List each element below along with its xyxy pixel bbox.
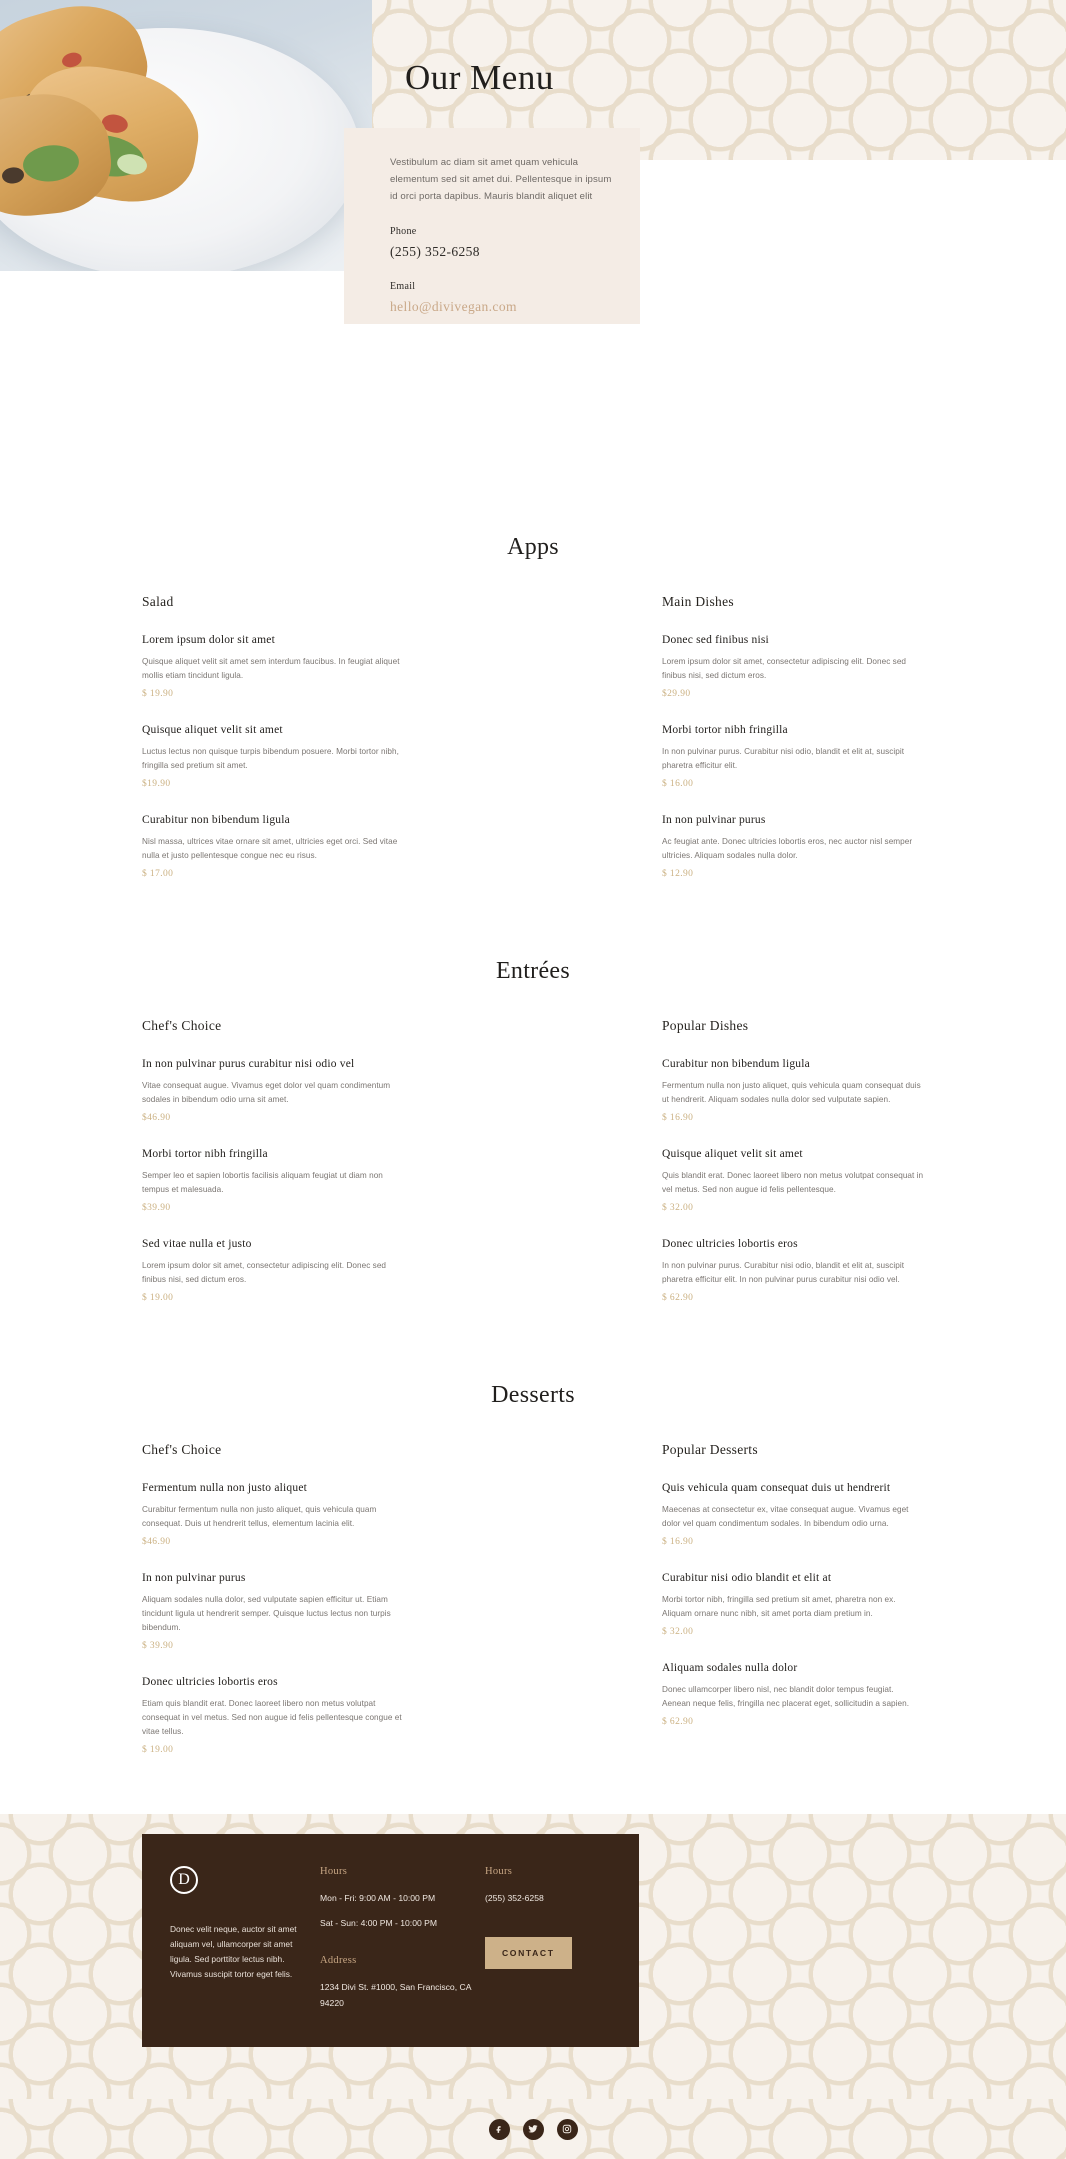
menu-item-description: Morbi tortor nibh, fringilla sed pretium sit amet, pharetra non ex. Aliquam ornare nunc nibh, sit amet porta diam pretium in.	[662, 1595, 896, 1618]
menu-item-price: $ 12.90	[662, 869, 694, 879]
menu-item-description: In non pulvinar purus. Curabitur nisi odio, blandit et elit at, suscipit pharetra efficitur elit.	[662, 747, 905, 770]
menu-item-price: $46.90	[142, 1537, 171, 1547]
logo-letter: D	[178, 1871, 190, 1888]
footer-contact-label: Hours	[485, 1866, 513, 1877]
menu-item	[662, 1572, 924, 1637]
menu-column	[142, 594, 404, 904]
menu-item-name: Curabitur nisi odio blandit et elit at	[662, 1572, 832, 1584]
menu-item-description: Lorem ipsum dolor sit amet, consectetur adipiscing elit. Donec sed finibus nisi, sed dictum eros.	[142, 1261, 387, 1284]
menu-item	[662, 1238, 924, 1303]
menu-item-price: $29.90	[662, 689, 691, 699]
email-label: Email	[390, 281, 416, 292]
menu-item-name: Aliquam sodales nulla dolor	[662, 1662, 798, 1674]
menu-item-name: Donec ultricies lobortis eros	[662, 1238, 798, 1250]
menu-item	[142, 814, 404, 879]
menu-item-description: Semper leo et sapien lobortis facilisis aliquam feugiat ut diam non tempus et malesuada.	[142, 1171, 383, 1194]
section-title: Entrées	[495, 958, 571, 984]
column-heading: Salad	[142, 594, 174, 609]
menu-item	[662, 1058, 924, 1123]
hero-section	[0, 0, 1066, 462]
footer-contact-column	[485, 1866, 635, 2047]
menu-item-name: Lorem ipsum dolor sit amet	[142, 634, 275, 646]
social-icon-row	[0, 2099, 1066, 2159]
page-title: Our Menu	[405, 58, 554, 97]
footer-hours-weekend: Sat - Sun: 4:00 PM - 10:00 PM	[320, 1918, 438, 1928]
footer-content-box	[142, 1834, 639, 2047]
menu-item-description: Quis blandit erat. Donec laoreet libero non metus volutpat consequat in vel metus. Sed non augue id felis pellentesque.	[662, 1171, 924, 1194]
menu-column	[142, 1442, 404, 1780]
menu-column	[662, 594, 924, 904]
menu-item-price: $ 32.00	[662, 1203, 694, 1213]
menu-item-name: Curabitur non bibendum ligula	[662, 1058, 810, 1070]
column-heading: Popular Dishes	[662, 1018, 749, 1033]
menu-item-description: In non pulvinar purus. Curabitur nisi odio, blandit et elit at, suscipit pharetra efficitur elit. In non pulvinar purus curabitur nisi odio vel.	[662, 1261, 905, 1284]
menu-item	[662, 724, 924, 789]
social-bar	[0, 2099, 1066, 2159]
contact-button[interactable]: CONTACT	[485, 1937, 572, 1969]
menu-item	[142, 1238, 404, 1303]
menu-item-price: $19.90	[142, 779, 171, 789]
menu-item-price: $ 39.90	[142, 1641, 174, 1651]
menu-item-name: In non pulvinar purus	[662, 814, 766, 826]
footer-hours-column	[320, 1866, 485, 2047]
menu-item-price: $ 16.90	[662, 1113, 694, 1123]
menu-item-price: $39.90	[142, 1203, 171, 1213]
footer-about-text: Donec velit neque, auctor sit amet aliquam vel, ullamcorper sit amet ligula. Sed porttitor lectus nibh. Vivamus suscipit tortor eget felis.	[170, 1924, 297, 1979]
menu-section	[0, 1382, 1066, 1780]
menu-item-price: $ 16.00	[662, 779, 694, 789]
contact-lead-text: Vestibulum ac diam sit amet quam vehicula elementum sed sit amet dui. Pellentesque in ipsum id orci porta dapibus. Mauris blandit aliquet elit	[390, 157, 612, 202]
menu-column	[662, 1442, 924, 1780]
menu-item-name: Sed vitae nulla et justo	[142, 1238, 252, 1250]
menu-item-name: Quis vehicula quam consequat duis ut hendrerit	[662, 1482, 891, 1494]
column-heading: Chef's Choice	[142, 1442, 222, 1457]
footer-hours-weekday: Mon - Fri: 9:00 AM - 10:00 PM	[320, 1893, 436, 1903]
menu-column	[142, 1018, 404, 1328]
instagram-icon[interactable]	[557, 2119, 578, 2140]
menu-item	[662, 1482, 924, 1547]
menu-item-description: Lorem ipsum dolor sit amet, consectetur adipiscing elit. Donec sed finibus nisi, sed dictum eros.	[662, 657, 907, 680]
menu-item	[142, 1482, 404, 1547]
menu-item	[662, 1148, 924, 1213]
menu-item-name: Donec sed finibus nisi	[662, 634, 769, 646]
menu-item-description: Maecenas at consectetur ex, vitae consequat augue. Vivamus eget dolor vel quam condimentum sodales. In bibendum odio urna.	[662, 1505, 909, 1528]
column-heading: Chef's Choice	[142, 1018, 222, 1033]
divi-logo-icon	[170, 1866, 198, 1894]
menu-item-description: Ac feugiat ante. Donec ultricies lobortis eros, nec auctor nisl semper ultricies. Aliquam sodales nulla dolor.	[662, 837, 913, 860]
footer-contact-phone[interactable]: (255) 352-6258	[485, 1893, 544, 1903]
menu-section	[0, 534, 1066, 904]
hero-food-photo	[0, 0, 372, 271]
footer-address-value: 1234 Divi St. #1000, San Francisco, CA 94220	[320, 1982, 471, 2008]
menu-item-description: Etiam quis blandit erat. Donec laoreet libero non metus volutpat consequat in vel metus. Sed non augue id felis pellentesque congue et vitae tellus.	[142, 1699, 402, 1736]
menu-item-name: Morbi tortor nibh fringilla	[142, 1148, 268, 1160]
menu-item-price: $ 16.90	[662, 1537, 694, 1547]
menu-item-name: Fermentum nulla non justo aliquet	[142, 1482, 308, 1494]
menu-item-name: In non pulvinar purus curabitur nisi odio vel	[142, 1058, 355, 1070]
menu-item-price: $ 19.90	[142, 689, 174, 699]
menu-item	[662, 1662, 924, 1727]
menu-item-price: $ 62.90	[662, 1293, 694, 1303]
menu-item-name: Quisque aliquet velit sit amet	[662, 1148, 803, 1160]
column-heading: Popular Desserts	[662, 1442, 758, 1457]
menu-item-price: $ 17.00	[142, 869, 174, 879]
menu-item-description: Vitae consequat augue. Vivamus eget dolor vel quam condimentum sodales in bibendum odio urna sit amet.	[142, 1081, 391, 1104]
menu-item	[142, 724, 404, 789]
menu-sections	[0, 534, 1066, 1780]
menu-item-name: In non pulvinar purus	[142, 1572, 246, 1584]
menu-item	[142, 634, 404, 699]
phone-label: Phone	[390, 226, 417, 237]
menu-item-price: $ 19.00	[142, 1745, 174, 1755]
footer-brand-column	[142, 1866, 320, 2047]
contact-info-card	[344, 128, 640, 324]
menu-item-description: Luctus lectus non quisque turpis bibendum posuere. Morbi tortor nibh, fringilla sed pretium sit amet.	[142, 747, 399, 770]
menu-item-price: $ 19.00	[142, 1293, 174, 1303]
menu-item-price: $ 62.90	[662, 1717, 694, 1727]
footer-hours-label: Hours	[320, 1866, 348, 1877]
section-columns	[0, 1442, 1066, 1780]
menu-section	[0, 958, 1066, 1328]
menu-item	[142, 1148, 404, 1213]
menu-item-name: Donec ultricies lobortis eros	[142, 1676, 278, 1688]
menu-item	[142, 1676, 404, 1755]
menu-item-name: Quisque aliquet velit sit amet	[142, 724, 283, 736]
menu-column	[662, 1018, 924, 1328]
menu-item-description: Quisque aliquet velit sit amet sem interdum faucibus. In feugiat aliquet mollis etiam tincidunt ligula.	[142, 657, 400, 680]
menu-item	[142, 1572, 404, 1651]
menu-item	[662, 814, 924, 879]
menu-item-price: $ 32.00	[662, 1627, 694, 1637]
twitter-icon[interactable]	[523, 2119, 544, 2140]
menu-item-description: Fermentum nulla non justo aliquet, quis vehicula quam consequat duis ut hendrerit. Aliquam sodales nulla dolor sed vulputate sapien.	[662, 1081, 921, 1104]
section-columns	[0, 594, 1066, 904]
menu-item	[662, 634, 924, 699]
menu-item-description: Curabitur fermentum nulla non justo aliquet, quis vehicula quam consequat. Duis ut hendrerit tellus, elementum lacinia elit.	[142, 1505, 377, 1528]
section-title: Apps	[507, 534, 559, 560]
menu-item-price: $46.90	[142, 1113, 171, 1123]
menu-item-description: Aliquam sodales nulla dolor, sed vulputate sapien efficitur ut. Etiam tincidunt ligula ut hendrerit semper. Quisque luctus lectus non turpis bibendum.	[142, 1595, 391, 1632]
phone-value[interactable]: (255) 352-6258	[390, 244, 480, 259]
section-title: Desserts	[491, 1382, 575, 1408]
footer-section	[0, 1814, 1066, 2099]
facebook-icon[interactable]	[489, 2119, 510, 2140]
menu-item-name: Curabitur non bibendum ligula	[142, 814, 290, 826]
email-value[interactable]: hello@divivegan.com	[390, 299, 517, 314]
menu-item-description: Nisl massa, ultrices vitae ornare sit amet, ultricies eget orci. Sed vitae nulla et justo pellentesque congue nec eu risus.	[142, 837, 398, 860]
menu-item	[142, 1058, 404, 1123]
column-heading: Main Dishes	[662, 594, 734, 609]
menu-item-description: Donec ullamcorper libero nisl, nec blandit dolor tempus feugiat. Aenean neque felis, fringilla nec placerat eget, sollicitudin a sapien.	[662, 1685, 910, 1708]
section-columns	[0, 1018, 1066, 1328]
footer-address-label: Address	[320, 1955, 357, 1966]
menu-item-name: Morbi tortor nibh fringilla	[662, 724, 788, 736]
